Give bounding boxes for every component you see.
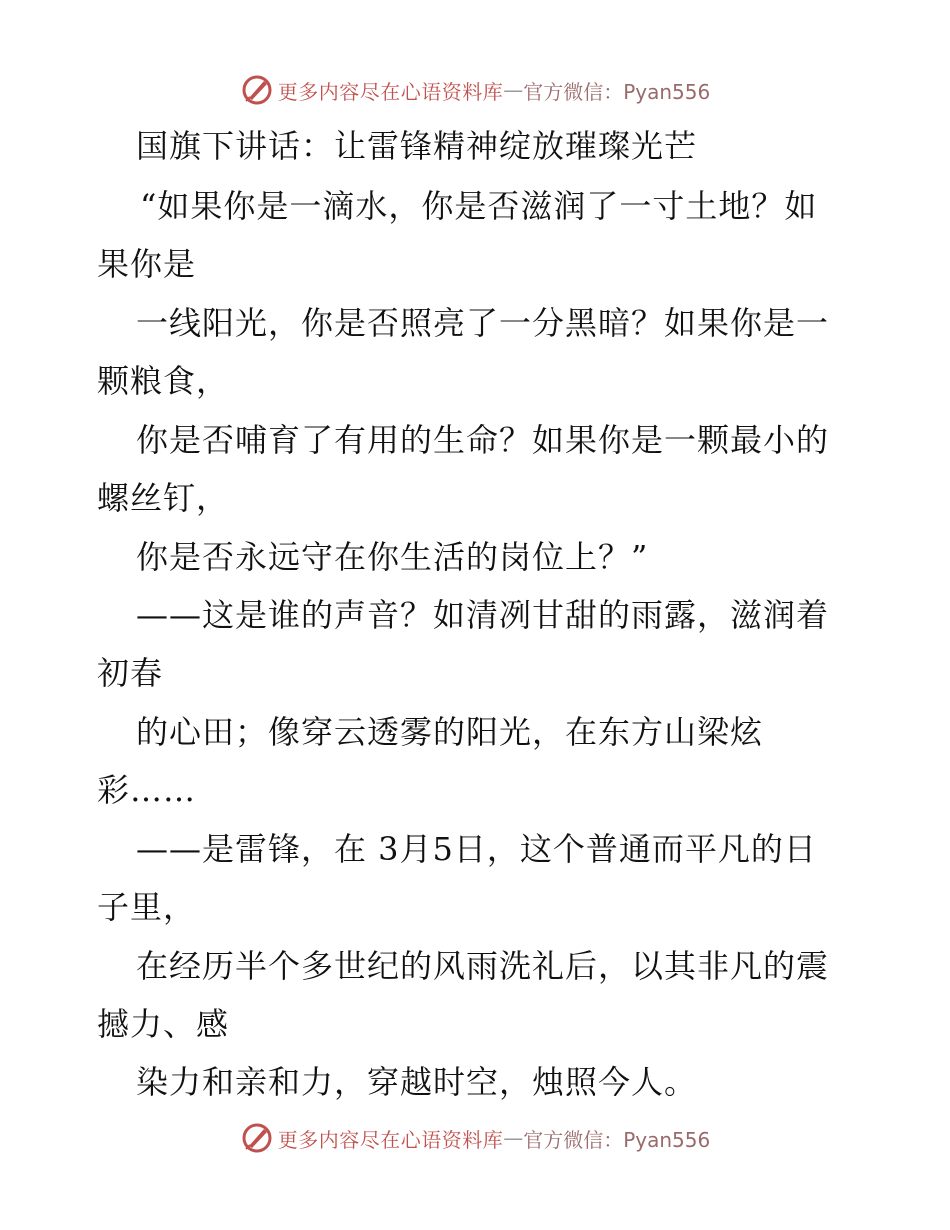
paragraph-line: ——这是谁的声音？如清冽甘甜的雨露，滋润着 (136, 596, 830, 634)
quill-pen-circle-icon (240, 1121, 274, 1155)
document-title: 国旗下讲话：让雷锋精神绽放璀璨光芒 (136, 127, 698, 165)
paragraph-line: 的心田；像穿云透雾的阳光，在东方山梁炫 (136, 713, 764, 751)
paragraph-line: “如果你是一滴水，你是否滋润了一寸土地？如 (140, 187, 818, 225)
paragraph-line: 果你是 (97, 245, 197, 283)
paragraph-line: 染力和亲和力，穿越时空，烛照今人。 (136, 1063, 698, 1101)
banner-text: 更多内容尽在心语资料库 (277, 79, 504, 104)
banner-dash: — (503, 78, 524, 102)
banner-dash: — (503, 1126, 524, 1150)
quill-pen-circle-icon (240, 73, 274, 107)
banner-wechat: 官方微信：Pyan556 (523, 1127, 711, 1152)
banner-wechat: 官方微信：Pyan556 (523, 79, 711, 104)
paragraph-line: 你是否哺育了有用的生命？如果你是一颗最小的 (136, 421, 830, 459)
paragraph-line: ——是雷锋，在 3月5日，这个普通而平凡的日 (136, 830, 817, 868)
footer-banner (0, 1118, 950, 1158)
paragraph-line: 螺丝钉， (97, 479, 230, 517)
paragraph-line: 彩…… (97, 771, 197, 809)
banner-text: 更多内容尽在心语资料库 (277, 1127, 504, 1152)
paragraph-line: 你是否永远守在你生活的岗位上？” (136, 538, 649, 576)
paragraph-line: 在经历半个多世纪的风雨洗礼后，以其非凡的震 (136, 947, 830, 985)
paragraph-line: 撼力、感 (97, 1005, 230, 1043)
paragraph-line: 子里， (97, 888, 197, 926)
paragraph-line: 初春 (97, 654, 164, 692)
paragraph-line: 一线阳光，你是否照亮了一分黑暗？如果你是一 (136, 304, 830, 342)
header-banner (0, 70, 950, 110)
paragraph-line: 颗粮食， (97, 362, 230, 400)
